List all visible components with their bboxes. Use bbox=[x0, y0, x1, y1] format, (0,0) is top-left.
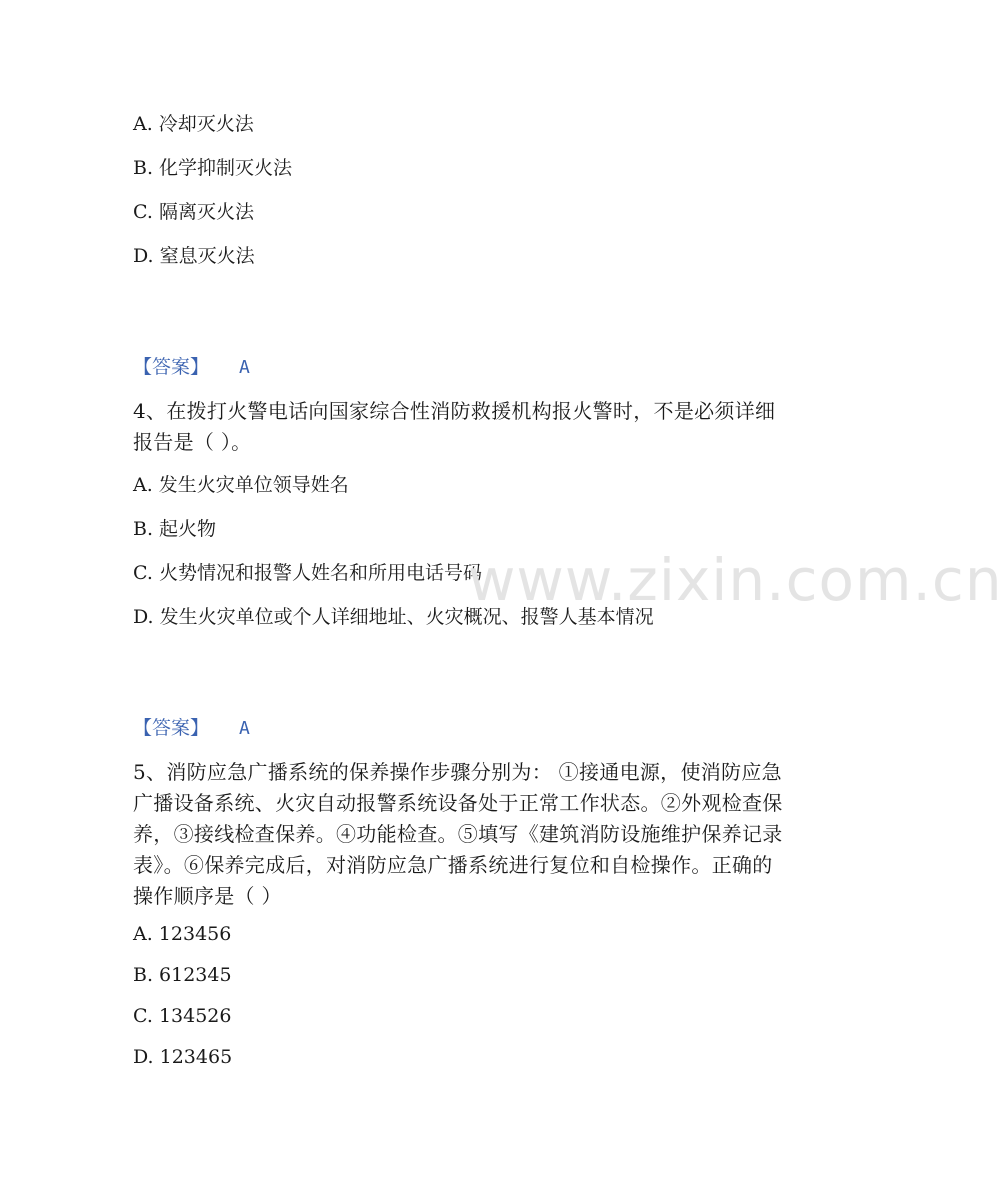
q3-answer-tag: 【答案】 bbox=[133, 356, 210, 378]
q3-option-a: A. 冷却灭火法 bbox=[133, 113, 254, 135]
q3-option-d: D. 窒息灭火法 bbox=[133, 245, 255, 267]
q4-option-d: D. 发生火灾单位或个人详细地址、火灾概况、报警人基本情况 bbox=[133, 606, 654, 628]
q5-option-d: D. 123465 bbox=[133, 1046, 233, 1068]
q4-option-b: B. 起火物 bbox=[133, 518, 217, 540]
q4-answer bbox=[133, 716, 250, 741]
q4-answer-tag: 【答案】 bbox=[133, 717, 210, 739]
watermark: www.zixin.com.cn bbox=[468, 546, 1003, 614]
q5-option-b: B. 612345 bbox=[133, 964, 232, 986]
q3-answer bbox=[133, 355, 250, 380]
q5-stem: 5、消防应急广播系统的保养操作步骤分别为： ①接通电源，使消防应急广播设备系统、火灾自动报警系统设备处于正常工作状态。②外观检查保养，③接线检查保养。④功能检查。⑤填写《建筑消防设施维护保养记录表》。⑥保养完成后，对消防应急广播系统进行复位和自检操作。正确的操作顺序是（ ） bbox=[133, 760, 783, 908]
q3-option-c: C. 隔离灭火法 bbox=[133, 201, 254, 223]
q3-option-b: B. 化学抑制灭火法 bbox=[133, 157, 293, 179]
q4-stem: 4、在拨打火警电话向国家综合性消防救援机构报火警时，不是必须详细报告是（ ）。 bbox=[133, 399, 776, 454]
q4-answer-value: A bbox=[239, 718, 250, 739]
q5-option-c: C. 134526 bbox=[133, 1005, 232, 1027]
q4-option-c: C. 火势情况和报警人姓名和所用电话号码 bbox=[133, 562, 482, 584]
q4-option-a: A. 发生火灾单位领导姓名 bbox=[133, 474, 349, 496]
q3-answer-value: A bbox=[239, 357, 250, 378]
q5-option-a: A. 123456 bbox=[133, 923, 232, 945]
